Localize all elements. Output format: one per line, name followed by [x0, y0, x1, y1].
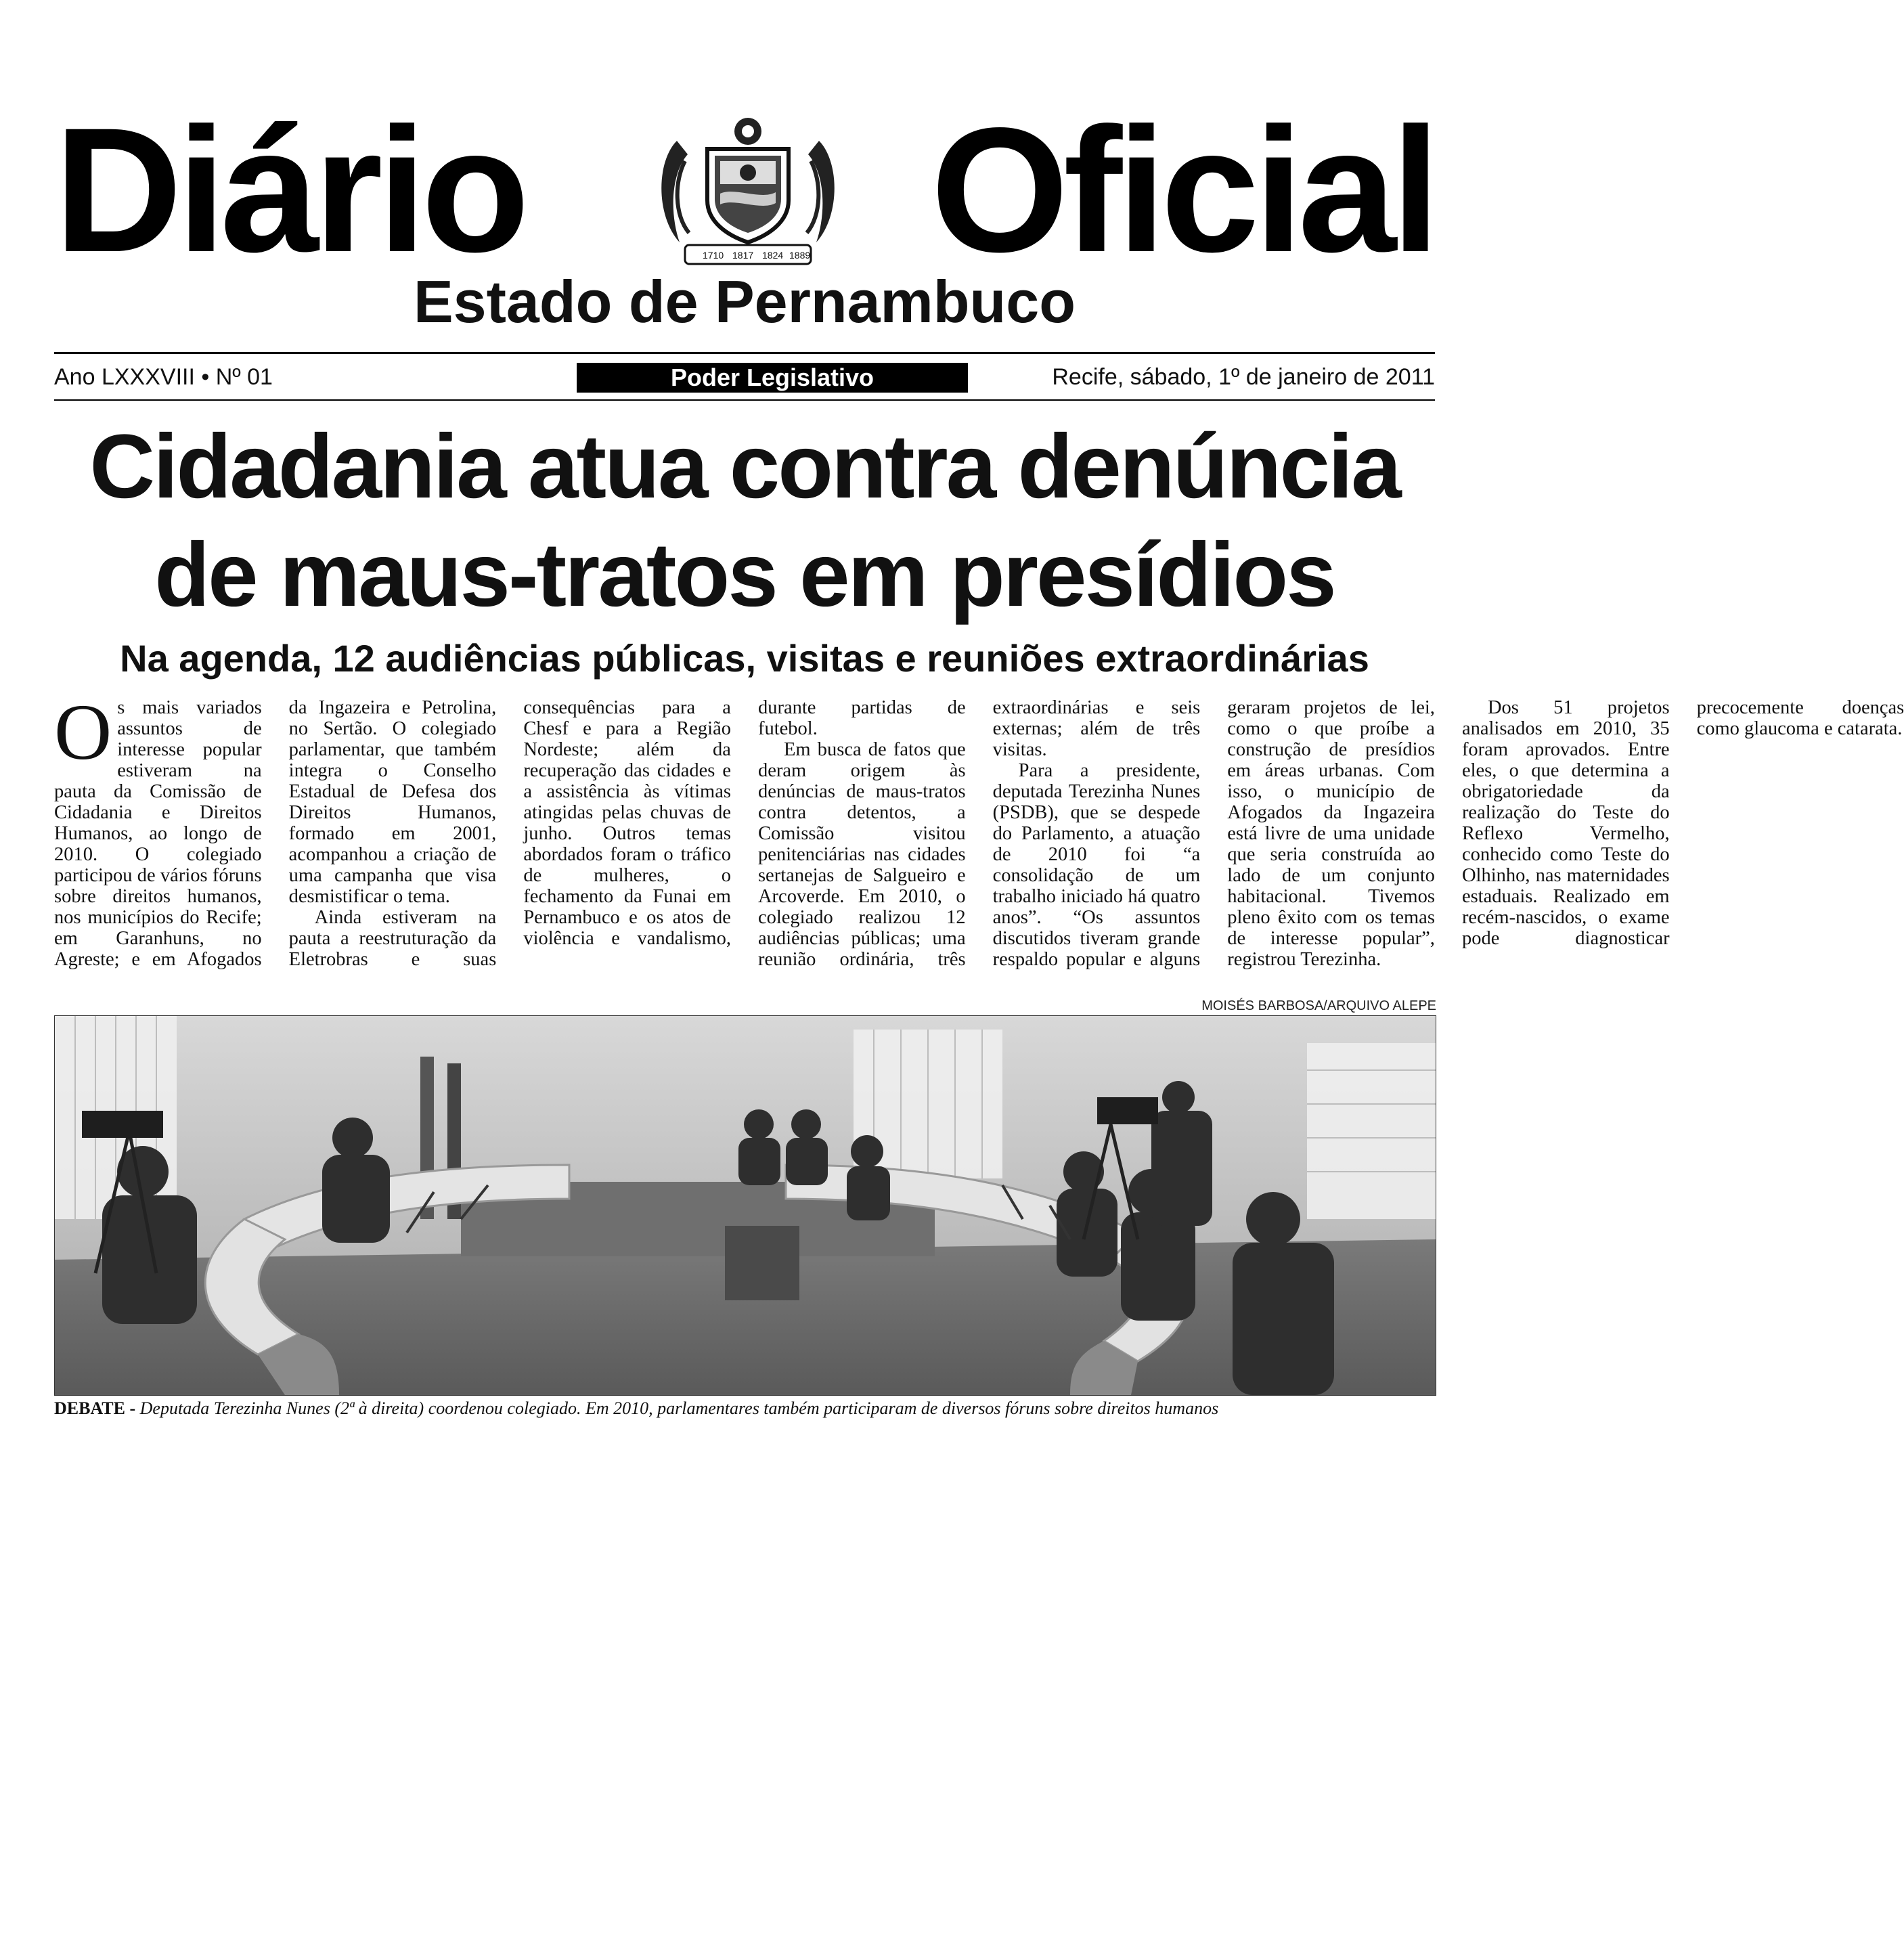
article-paragraph: Ainda estiveram na pauta a reestruturação da Eletrobras e suas consequências para a Chesf e para a Região Nordeste; além da recuperação das cidades e a assistência às vítimas atingidas pelas chuvas de junho. Outros temas abordados foram o tráfico de mulheres, o fechamento da Funai em Pernambuco e os atos de violência e vandalismo, durante partidas de futebol.: [288, 697, 966, 970]
photo-credit: MOISÉS BARBOSA/ARQUIVO ALEPE: [1201, 998, 1436, 1013]
edition-date: Recife, sábado, 1º de janeiro de 2011: [1052, 364, 1435, 390]
top-divider: [54, 352, 1435, 354]
crest-year-1: 1710: [703, 250, 724, 261]
caption-text: Deputada Terezinha Nunes (2ª à direita) coordenou colegiado. Em 2010, parlamentares também participaram de diversos fóruns sobre direitos humanos: [139, 1398, 1219, 1418]
article-paragraph: Dos 51 projetos analisados em 2010, 35 foram aprovados. Entre eles, o que determina a obrigatoriedade da realização do Teste do Reflexo Vermelho, conhecido como Teste do Olhinho, nas maternidades estaduais. Realizado em recém-nascidos, o exame pode diagnosticar precocemente doenças como glaucoma e catarata.: [1461, 697, 1904, 949]
section-badge: Poder Legislativo: [577, 363, 968, 393]
news-photo: [54, 1015, 1436, 1396]
drop-cap: O: [54, 688, 112, 776]
photo-caption: [54, 1398, 1435, 1419]
bottom-divider: [54, 399, 1435, 401]
headline: [41, 413, 1448, 629]
masthead: [54, 91, 1435, 335]
paragraph-text: s mais variados assuntos de interesse popular estiveram na pauta da Comissão de Cidadania e Direitos Humanos, ao longo de 2010. O colegiado participou de vários fóruns sobre direitos humanos, nos municípios do Recife; em Garanhuns, no Agreste; e em Afogados da Ingazeira e Petrolina, no Sertão. O colegiado parlamentar, que também integra o Conselho Estadual de Defesa dos Direitos Humanos, formado em 2001, acompanhou a criação de uma campanha que visa desmistificar o tema.: [54, 697, 497, 970]
article-body: [54, 688, 1904, 988]
caption-lead: DEBATE -: [54, 1398, 136, 1418]
crest-year-4: 1889: [789, 250, 811, 261]
headline-line-2: de maus-tratos em presídios: [154, 525, 1335, 625]
article-paragraph: Em busca de fatos que deram origem às denúncias de maus-tratos contra detentos, a Comissão visitou penitenciárias nas cidades sertanejas de Salgueiro e Arcoverde. Em 2010, o colegiado realizou 12 audiências públicas; uma reunião ordinária, três extraordinárias e seis externas; além de três visitas.: [757, 697, 1201, 970]
deck: Na agenda, 12 audiências públicas, visitas e reuniões extraordinárias: [120, 637, 1369, 680]
crest-year-2: 1817: [732, 250, 754, 261]
masthead-subtitle: Estado de Pernambuco: [413, 268, 1076, 335]
masthead-title-right: Oficial: [931, 91, 1435, 289]
edition-number: Ano LXXXVIII • Nº 01: [54, 364, 273, 390]
masthead-title-left: Diário: [54, 91, 525, 289]
headline-line-1: Cidadania atua contra denúncia: [89, 416, 1400, 517]
state-coat-of-arms-icon: [650, 114, 846, 271]
crest-year-3: 1824: [762, 250, 784, 261]
edition-bar: [54, 359, 1435, 395]
article-paragraph: Para a presidente, deputada Terezinha Nunes (PSDB), que se despede do Parlamento, a atuação de 2010 foi “a consolidação de um trabalho iniciado há quatro anos”. “Os assuntos discutidos tiveram grande respaldo popular e alguns geraram projetos de lei, como o que proíbe a construção de presídios em áreas urbanas. Com isso, o município de Afogados da Ingazeira está livre de uma unidade que seria construída ao lado de um conjunto habitacional. Tivemos pleno êxito com os temas de interesse popular”, registrou Terezinha.: [992, 697, 1435, 970]
meeting-room-photo-icon: [55, 1016, 1436, 1395]
